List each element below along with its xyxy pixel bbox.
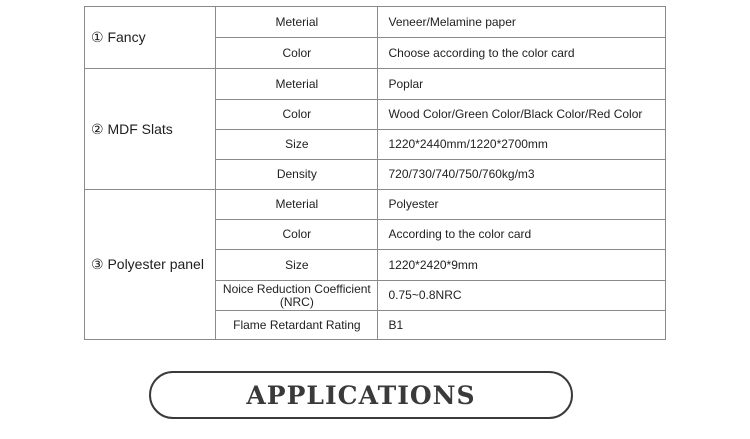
property-value: 1220*2420*9mm: [378, 250, 666, 281]
table-row: [85, 190, 666, 220]
property-value: 720/730/740/750/760kg/m3: [378, 160, 666, 190]
applications-banner: [149, 371, 573, 419]
property-label: Color: [216, 38, 378, 69]
group-title-polyester-panel: ③ Polyester panel: [85, 190, 216, 340]
property-value: Wood Color/Green Color/Black Color/Red Color: [378, 100, 666, 130]
group-title-mdf-slats: ② MDF Slats: [85, 69, 216, 190]
property-value: 0.75~0.8NRC: [378, 281, 666, 311]
section-heading: APPLICATIONS: [246, 380, 476, 410]
property-value: 1220*2440mm/1220*2700mm: [378, 130, 666, 160]
property-label: Meterial: [216, 7, 378, 38]
spec-table: [84, 6, 666, 340]
property-value: According to the color card: [378, 220, 666, 250]
property-label: Color: [216, 220, 378, 250]
property-label: Flame Retardant Rating: [216, 311, 378, 340]
property-label: Noice Reduction Coefficient (NRC): [216, 281, 378, 311]
table-row: [85, 7, 666, 38]
property-label: Density: [216, 160, 378, 190]
property-value: Polyester: [378, 190, 666, 220]
property-label: Size: [216, 250, 378, 281]
group-title-fancy: ① Fancy: [85, 7, 216, 69]
property-label: Size: [216, 130, 378, 160]
property-value: Choose according to the color card: [378, 38, 666, 69]
property-label: Meterial: [216, 190, 378, 220]
property-value: Veneer/Melamine paper: [378, 7, 666, 38]
property-value: B1: [378, 311, 666, 340]
table-row: [85, 69, 666, 100]
property-label: Meterial: [216, 69, 378, 100]
property-value: Poplar: [378, 69, 666, 100]
property-label: Color: [216, 100, 378, 130]
